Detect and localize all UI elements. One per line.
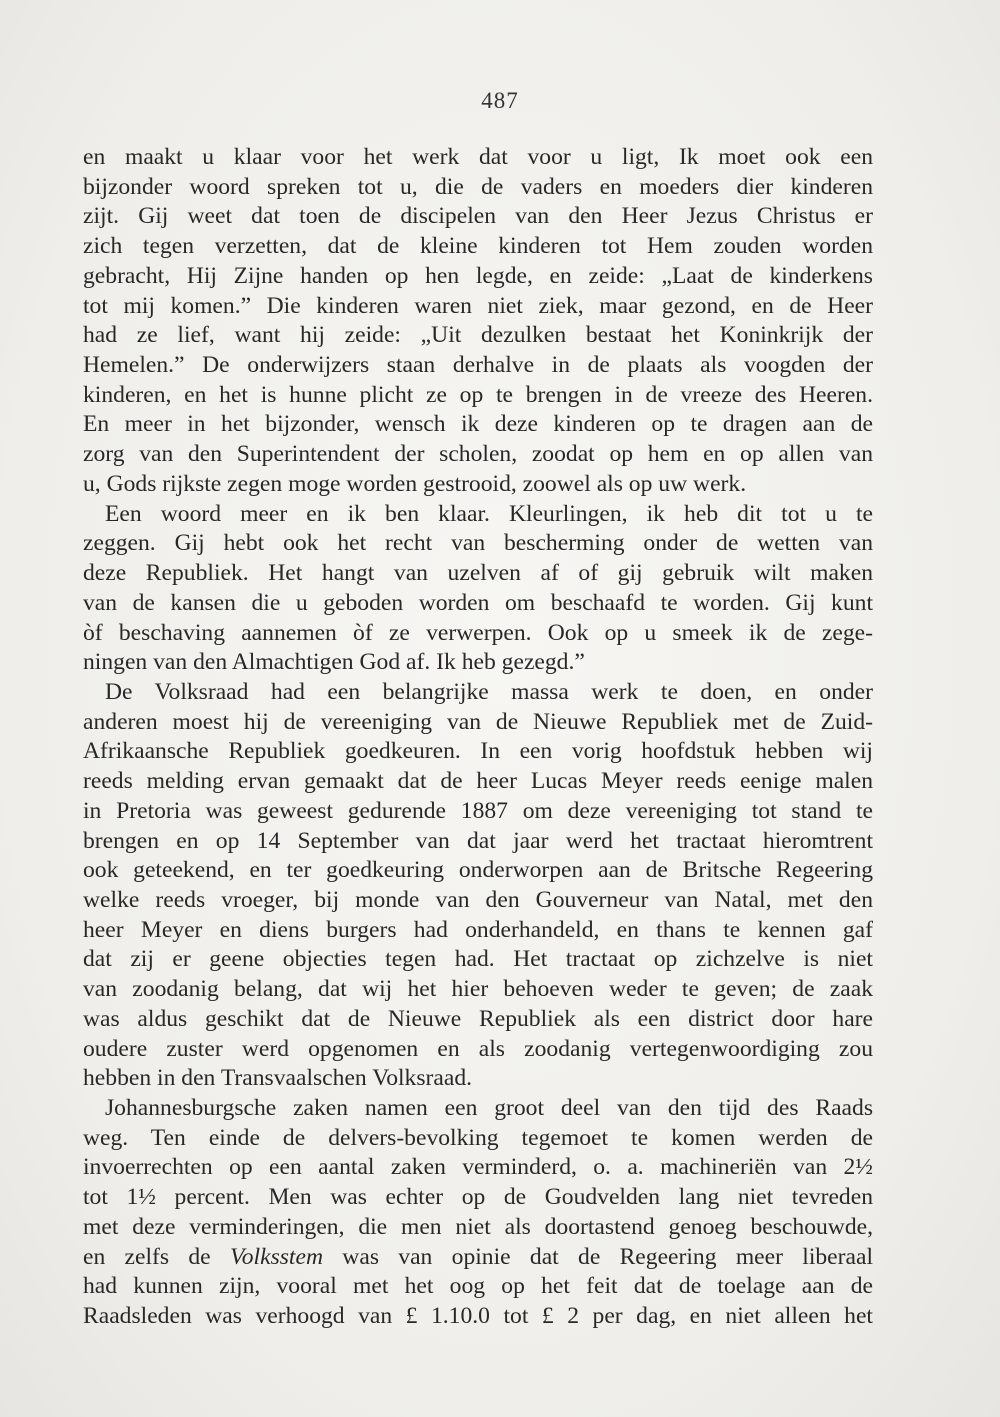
text-line: oudere zuster werd opgenomen en als zoodanig vertegenwoordiging zou (83, 1035, 873, 1062)
text-fragment: en zelfs de (83, 1243, 230, 1270)
text-line: zijt. Gij weet dat toen de discipelen van den Heer Jezus Christus er (83, 203, 873, 230)
text-line: òf beschaving aannemen òf ze verwerpen. Ook op u smeek ik de zege- (83, 619, 873, 646)
text-line: invoerrechten op een aantal zaken verminderd, o. a. machineriën van 2½ (83, 1154, 873, 1181)
body-text (83, 143, 873, 1332)
text-line: reeds melding ervan gemaakt dat de heer Lucas Meyer reeds eenige malen (83, 768, 873, 795)
text-line: Johannesburgsche zaken namen een groot deel van den tijd des Raads (105, 1095, 873, 1121)
text-line: zich tegen verzetten, dat de kleine kinderen tot Hem zouden worden (83, 233, 873, 260)
text-line: ook geteekend, en ter goedkeuring onderworpen aan de Britsche Regeering (83, 857, 873, 884)
text-line: tot mij komen.” Die kinderen waren niet ziek, maar gezond, en de Heer (83, 292, 873, 319)
text-line: had kunnen zijn, vooral met het oog op het feit dat de toelage aan de (83, 1273, 873, 1300)
text-line: Afrikaansche Republiek goedkeuren. In een vorig hoofdstuk hebben wij (83, 738, 873, 765)
text-line: en maakt u klaar voor het werk dat voor u ligt, Ik moet ook een (83, 144, 873, 170)
text-line: had ze lief, want hij zeide: „Uit dezulken bestaat het Koninkrijk der (83, 322, 873, 349)
text-line: in Pretoria was geweest gedurende 1887 om deze vereeniging tot stand te (83, 797, 873, 824)
text-line: ningen van den Almachtigen God af. Ik heb gezegd.” (83, 649, 585, 676)
text-line: heer Meyer en diens burgers had onderhandeld, en thans te kennen gaf (83, 916, 873, 943)
text-line: Een woord meer en ik ben klaar. Kleurlingen, ik heb dit tot u te (105, 500, 873, 527)
text-line: hebben in den Transvaalschen Volksraad. (83, 1065, 473, 1092)
text-line: Raadsleden was verhoogd van £ 1.10.0 tot £ 2 per dag, en niet alleen het (83, 1303, 873, 1330)
text-line: brengen en op 14 September van dat jaar werd het tractaat hieromtrent (83, 827, 873, 854)
text-line: zeggen. Gij hebt ook het recht van bescherming onder de wetten van (83, 530, 873, 557)
text-line: zorg van den Superintendent der scholen, zoodat op hem en op allen van (83, 441, 873, 468)
text-line: was aldus geschikt dat de Nieuwe Republiek als een district door hare (83, 1005, 873, 1032)
newspaper-title: Volksstem (229, 1243, 324, 1270)
text-line: dat zij er geene objecties tegen had. Het tractaat op zichzelve is niet (83, 946, 873, 973)
page-number: 487 (481, 88, 519, 113)
text-line: van zoodanig belang, dat wij het hier behoeven weder te geven; de zaak (83, 976, 873, 1003)
text-line: kinderen, en het is hunne plicht ze op te brengen in de vreeze des Heeren. (83, 381, 873, 408)
text-line: u, Gods rijkste zegen moge worden gestrooid, zoowel als op uw werk. (83, 470, 747, 497)
text-line: bijzonder woord spreken tot u, die de vaders en moeders dier kinderen (83, 173, 873, 200)
text-fragment: was van opinie dat de Regeering meer liberaal (323, 1243, 873, 1270)
text-line: De Volksraad had een belangrijke massa werk te doen, en onder (105, 678, 873, 705)
text-line: En meer in het bijzonder, wensch ik deze kinderen op te dragen aan de (83, 411, 873, 438)
text-line: anderen moest hij de vereeniging van de Nieuwe Republiek met de Zuid- (83, 708, 873, 735)
text-line: met deze verminderingen, die men niet als doortastend genoeg beschouwde, (83, 1213, 873, 1240)
text-line: deze Republiek. Het hangt van uzelven af of gij gebruik wilt maken (83, 560, 873, 587)
text-line (83, 1243, 873, 1273)
text-line: van de kansen die u geboden worden om beschaafd te worden. Gij kunt (83, 589, 873, 616)
text-line: Hemelen.” De onderwijzers staan derhalve in de plaats als voogden der (83, 352, 873, 379)
text-line: weg. Ten einde de delvers-bevolking tegemoet te komen werden de (83, 1124, 873, 1151)
text-line: welke reeds vroeger, bij monde van den Gouverneur van Natal, met den (83, 886, 873, 913)
text-line: gebracht, Hij Zijne handen op hen legde, en zeide: „Laat de kinderkens (83, 262, 873, 289)
text-line: tot 1½ percent. Men was echter op de Goudvelden lang niet tevreden (83, 1184, 873, 1211)
